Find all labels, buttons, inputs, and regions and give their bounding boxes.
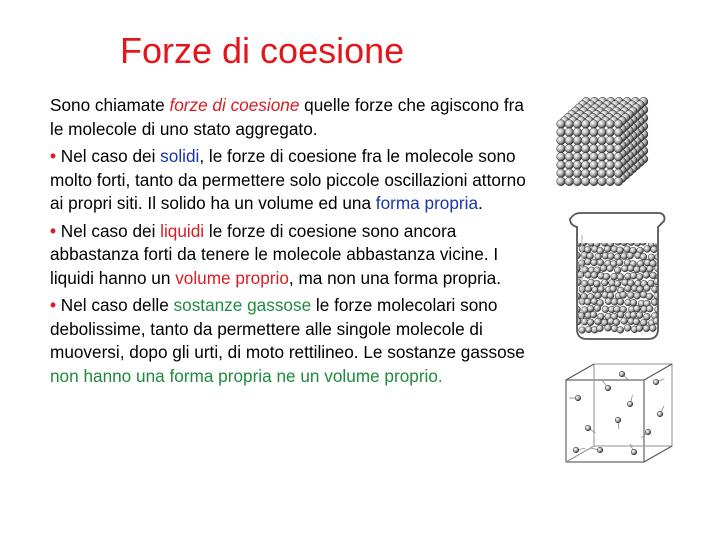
liquid-beaker-icon [560,205,675,345]
solid-lattice-icon [555,90,675,195]
gas-box-icon [560,358,680,470]
slide-body [50,94,540,392]
bullet-marker: • [50,220,57,241]
bullet-gases: • Nel caso delle sostanze gassose le forze molecolari sono debolissime, tanto da permettere alle singole molecole di muoversi, dopo gli urti, di moto rettilineo. Le sostanze gassose non hanno una forma propria ne un volume proprio. [50,295,525,386]
slide-title: Forze di coesione [120,30,405,71]
bullet-liquids: • Nel caso dei liquidi le forze di coesione sono ancora abbastanza forti da tenere le molecole abbastanza vicine. I liquidi hanno un volume proprio, ma non una forma propria. [50,220,501,288]
intro-paragraph: Sono chiamate forze di coesione quelle forze che agiscono fra le molecole di uno stato aggregato. [50,95,524,139]
bullet-marker: • [50,295,57,315]
bullet-solids: • Nel caso dei solidi, le forze di coesione fra le molecole sono molto forti, tanto da permettere solo piccole oscillazioni attorno ai propri siti. Il solido ha un volume ed una forma propria. [50,146,526,213]
bullet-marker: • [50,146,57,166]
